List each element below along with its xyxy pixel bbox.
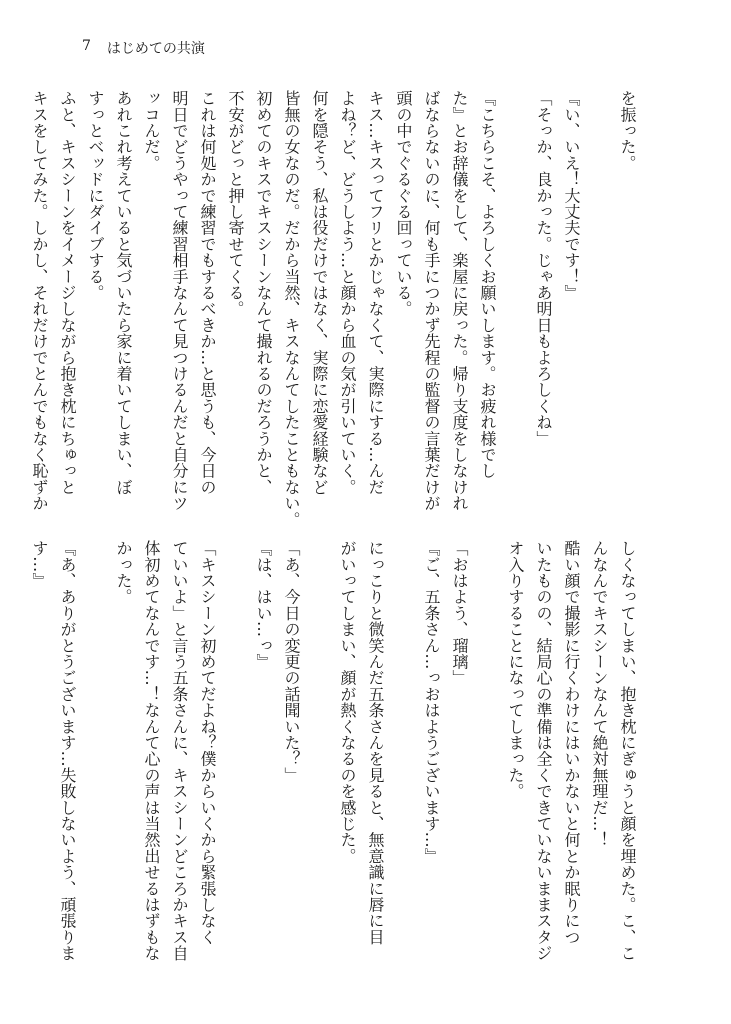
text-column: 皆無の女なのだ。だから当然、キスなんてしたこともない。 — [282, 90, 301, 528]
text-column — [81, 540, 109, 954]
text-column: キス…キスってフリとかじゃなくて、実際にする…んだ — [366, 90, 385, 495]
text-tier-bottom — [25, 540, 641, 962]
text-column: すっとベッドにダイブする。 — [86, 90, 105, 301]
text-column: オ入りすることになってしまった。 — [506, 540, 525, 800]
text-column — [473, 540, 501, 954]
text-column: た』とお辞儀をして、楽屋に戻った。帰り支度をしなけれ — [450, 90, 469, 512]
text-column: 『こちらこそ、よろしくお願いします。お疲れ様でし — [478, 90, 497, 479]
text-column: あれこれ考えていると気づいたら家に着いてしまい、ぼ — [114, 90, 133, 495]
page-header — [82, 38, 205, 58]
text-column: がいってしまい、顔が熱くなるのを感じた。 — [338, 540, 357, 864]
text-column — [585, 90, 613, 498]
text-column: いたものの、結局心の準備は全くできていないままスタジ — [534, 540, 553, 962]
text-column: 『は、はい…っ』 — [254, 540, 273, 670]
text-column: 『あ、ありがとうございます…失敗しないよう、頑張りま — [58, 540, 77, 962]
text-column: 「あ、今日の変更の話聞いた？」 — [282, 540, 301, 783]
text-column: 不安がどっと押し寄せてくる。 — [226, 90, 245, 317]
text-column: キスをしてみた。しかし、それだけでとんでもなく恥ずか — [30, 90, 49, 512]
text-column: 初めてのキスでキスシーンなんて撮れるのだろうかと、 — [254, 90, 273, 495]
text-column: 頭の中でぐるぐる回っている。 — [394, 90, 413, 317]
text-column — [389, 540, 417, 954]
text-column: 体初めてなんです…！なんて心の声は当然出せるはずもな — [142, 540, 161, 962]
text-column: これは何処かで練習でもするべきか…と思うも、今日の — [198, 90, 217, 495]
text-column: にっこりと微笑んだ五条さんを見ると、無意識に唇に目 — [366, 540, 385, 945]
text-column: 「そっか、良かった。じゃあ明日もよろしくね」 — [534, 90, 553, 447]
text-column: んなんでキスシーンなんて絶対無理だ…！ — [590, 540, 609, 848]
text-column: ふと、キスシーンをイメージしながら抱き枕にちゅっと — [58, 90, 77, 495]
text-column: 「キスシーン初めてだよね？僕からいくから緊張しなく — [198, 540, 217, 945]
text-column: 『ご、五条さん…っおはようございます…』 — [422, 540, 441, 864]
page-number: 7 — [82, 38, 91, 54]
text-tier-top — [25, 90, 641, 528]
text-column: 何を隠そう、私は役だけではなく、実際に恋愛経験など — [310, 90, 329, 495]
text-column: しくなってしまい、抱き枕にぎゅうと顔を埋めた。こ、こ — [618, 540, 637, 962]
text-column: 酷い顔で撮影に行くわけにはいかないと何とか眠りにつ — [562, 540, 581, 945]
text-column: よね？ど、どうしよう…と顔から血の気が引いていく。 — [338, 90, 357, 495]
chapter-title: はじめての共演 — [106, 41, 205, 57]
text-column: 「おはよう、瑠璃」 — [450, 540, 469, 686]
text-column — [501, 90, 529, 498]
text-column: を振った。 — [618, 90, 637, 171]
text-column: 『い、いえ！大丈夫です！』 — [562, 90, 581, 301]
text-column: ていいよ」と言う五条さんに、キスシーンどころかキス自 — [170, 540, 189, 962]
text-column: かった。 — [114, 540, 133, 605]
text-column: ばならないのに、何も手につかず先程の監督の言葉だけが — [422, 90, 441, 512]
text-column: 明日でどうやって練習相手なんて見つけるんだと自分にツ — [170, 90, 189, 512]
text-column: す…』 — [30, 540, 49, 589]
text-column — [305, 540, 333, 954]
text-column — [221, 540, 249, 954]
text-column: ッコんだ。 — [142, 90, 161, 171]
